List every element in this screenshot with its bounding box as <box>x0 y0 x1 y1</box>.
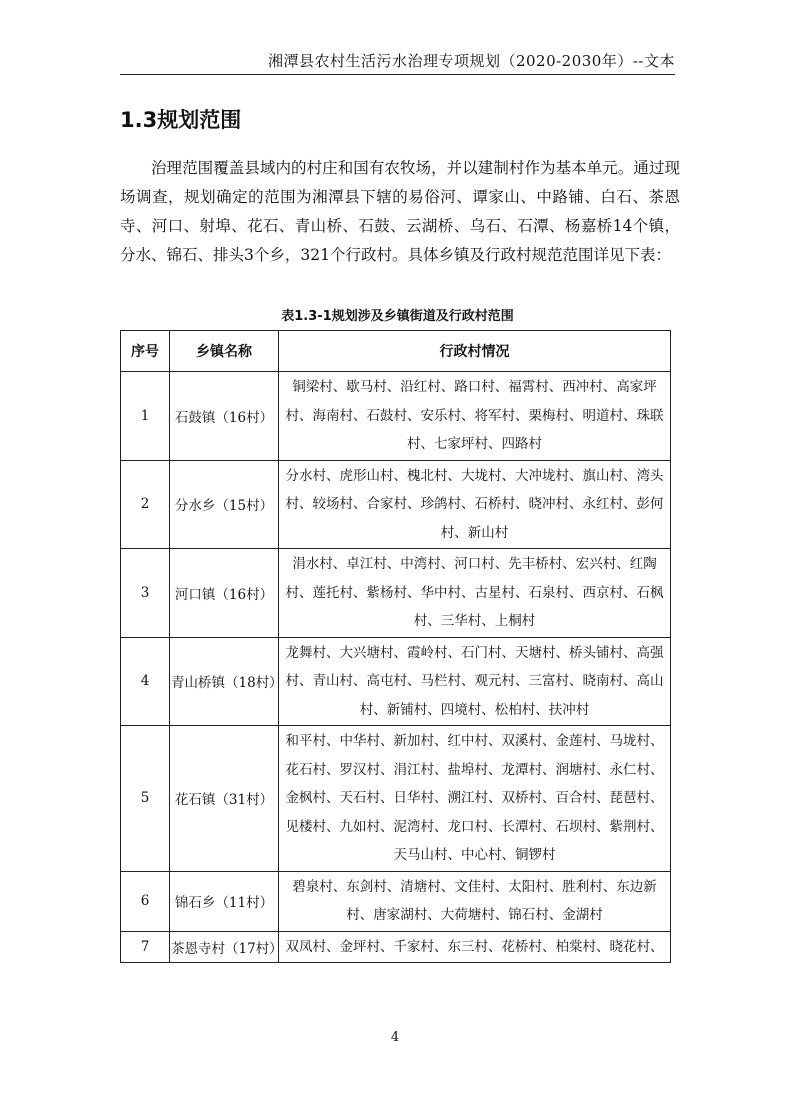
table-row <box>121 549 671 638</box>
row-no: 4 <box>121 637 170 726</box>
row-town: 青山桥镇（18村） <box>170 637 279 726</box>
row-villages: 铜梁村、歇马村、沿红村、路口村、福霄村、西冲村、高家坪村、海南村、石鼓村、安乐村、将军村、栗梅村、明道村、珠联村、七家坪村、四路村 <box>279 372 671 461</box>
row-villages: 龙舞村、大兴塘村、霞岭村、石门村、天塘村、桥头铺村、高强村、青山村、高屯村、马栏村、观元村、三富村、晓南村、高山村、新铺村、四境村、松柏村、扶冲村 <box>279 637 671 726</box>
scope-paragraph: 治理范围覆盖县域内的村庄和国有农牧场，并以建制村作为基本单元。通过现场调查，规划确定的范围为湘潭县下辖的易俗河、谭家山、中路铺、白石、茶恩寺、河口、射埠、花石、青山桥、石鼓、云湖桥、乌石、石潭、杨嘉桥14个镇，分水、锦石、排头3个乡，321个行政村。具体乡镇及行政村规范范围详见下表： <box>120 159 680 264</box>
row-villages: 双凤村、金坪村、千家村、东三村、花桥村、柏棠村、晓花村、 <box>279 931 671 963</box>
row-no: 3 <box>121 549 170 638</box>
row-town: 河口镇（16村） <box>170 549 279 638</box>
row-town: 锦石乡（11村） <box>170 871 279 931</box>
row-villages: 和平村、中华村、新加村、红中村、双溪村、金莲村、马垅村、花石村、罗汉村、涓江村、盐埠村、龙潭村、润塘村、永仁村、金枫村、天石村、日华村、溯江村、双桥村、百合村、琵琶村、见楼村、九如村、泥湾村、龙口村、长潭村、石坝村、紫荆村、天马山村、中心村、铜锣村 <box>279 726 671 872</box>
row-town: 茶恩寺村（17村） <box>170 931 279 963</box>
row-no: 2 <box>121 460 170 549</box>
header-villages: 行政村情况 <box>279 331 671 372</box>
row-villages: 分水村、虎形山村、槐北村、大垅村、大冲垅村、旗山村、湾头村、较场村、合家村、珍鸽村、石桥村、晓冲村、永红村、彭何村、新山村 <box>279 460 671 549</box>
table-row <box>121 871 671 931</box>
table-row <box>121 726 671 872</box>
header-no: 序号 <box>121 331 170 372</box>
table-row <box>121 931 671 963</box>
row-no: 6 <box>121 871 170 931</box>
row-villages: 涓水村、卓江村、中湾村、河口村、先丰桥村、宏兴村、红陶村、莲托村、紫杨村、华中村、古星村、石泉村、西京村、石枫村、三华村、上桐村 <box>279 549 671 638</box>
section-title: 1.3规划范围 <box>120 108 242 132</box>
page-number: 4 <box>390 1030 400 1045</box>
row-no: 1 <box>121 372 170 461</box>
header-rule <box>120 74 675 75</box>
table-row <box>121 372 671 461</box>
row-no: 5 <box>121 726 170 872</box>
header-town: 乡镇名称 <box>170 331 279 372</box>
table-caption: 表1.3-1规划涉及乡镇街道及行政村范围 <box>281 309 514 324</box>
scope-table <box>120 330 671 963</box>
row-no: 7 <box>121 931 170 963</box>
table-row <box>121 637 671 726</box>
row-town: 分水乡（15村） <box>170 460 279 549</box>
row-villages: 碧泉村、东剑村、清塘村、文佳村、太阳村、胜利村、东边新村、唐家湖村、大荷塘村、锦石村、金湖村 <box>279 871 671 931</box>
table-header-row <box>121 331 671 372</box>
row-town: 石鼓镇（16村） <box>170 372 279 461</box>
table-row <box>121 460 671 549</box>
running-header: 湘潭县农村生活污水治理专项规划（2020-2030年）--文本 <box>267 52 675 70</box>
row-town: 花石镇（31村） <box>170 726 279 872</box>
